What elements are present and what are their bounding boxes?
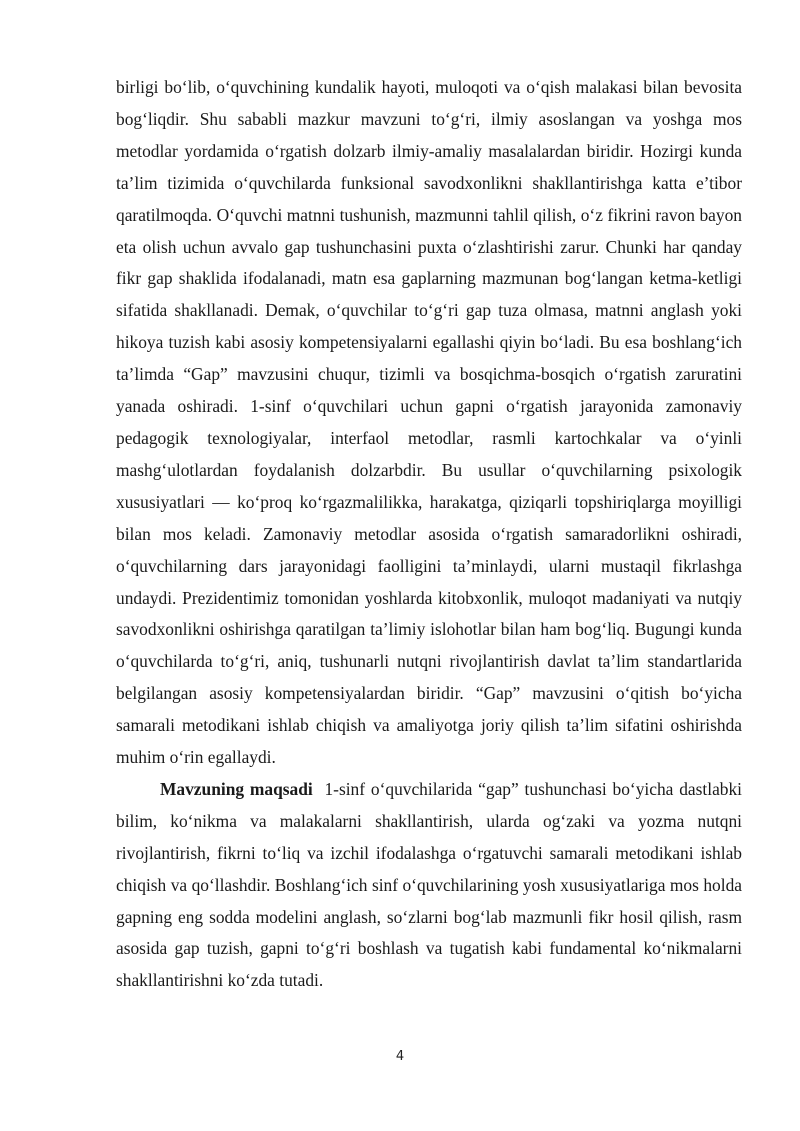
section-heading: Mavzuning maqsadi — [160, 778, 313, 799]
paragraph-2-body: 1-sinf o‘quvchilarida “gap” tushunchasi bo‘yicha dastlabki bilim, ko‘nikma va malakalarni shakllantirish, ularda og‘zaki va yozma nutqni rivojlantirish, fikrni to‘liq va izchil ifodalashga o‘rgatuvchi samarali metodikani ishlab chiqish va qo‘llashdir. Boshlang‘ich sinf o‘quvchilarining yosh xususiyatlariga mos holda gapning eng sodda modelini anglash, so‘zlarni bog‘lab mazmunli fikr hosil qilish, rasm asosida gap tuzish, gapni to‘g‘ri boshlash va tugatish kabi fundamental ko‘nikmalarni shakllantirishni ko‘zda tutadi. — [116, 778, 747, 991]
paragraph-1: birligi bo‘lib, o‘quvchining kundalik hayoti, muloqoti va o‘qish malakasi bilan bevosita bog‘liqdir. Shu sababli mazkur mavzuni to‘g‘ri, ilmiy asoslangan va yoshga mos metodlar yordamida o‘rgatish dolzarb ilmiy-amaliy masalalardan biridir. Hozirgi kunda ta’lim tizimida o‘quvchilarda funksional savodxonlikni shakllantirishga katta e’tibor qaratilmoqda. O‘quvchi matnni tushunish, mazmunni tahlil qilish, o‘z fikrini ravon bayon eta olish uchun avvalo gap tushunchasini puxta o‘zlashtirishi zarur. Chunki har qanday fikr gap shaklida ifodalanadi, matn esa gaplarning mazmunan bog‘langan ketma-ketligi sifatida shakllanadi. Demak, o‘quvchilar to‘g‘ri gap tuza olmasa, matnni anglash yoki hikoya tuzish kabi asosiy kompetensiyalarni egallashi qiyin bo‘ladi. Bu esa boshlang‘ich ta’limda “Gap” mavzusini chuqur, tizimli va bosqichma-bosqich o‘rgatish zaruratini yanada oshiradi. 1-sinf o‘quvchilari uchun gapni o‘rgatish jarayonida zamonaviy pedagogik texnologiyalar, interfaol metodlar, rasmli kartochkalar va o‘yinli mashg‘ulotlardan foydalanish dolzarbdir. Bu usullar o‘quvchilarning psixologik xususiyatlari — ko‘proq ko‘rgazmalilikka, harakatga, qiziqarli topshiriqlarga moyilligi bilan mos keladi. Zamonaviy metodlar asosida o‘rgatish samaradorlikni oshiradi, o‘quvchilarning dars jarayonidagi faolligini ta’minlaydi, ularni mustaqil fikrlashga undaydi. Prezidentimiz tomonidan yoshlarda kitobxonlik, muloqot madaniyati va nutqiy savodxonlikni oshirishga qaratilgan ta’limiy islohotlar bilan ham bog‘liq. Bugungi kunda o‘quvchilarda to‘g‘ri, aniq, tushunarli nutqni rivojlantirish davlat ta’lim standartlarida belgilangan asosiy kompetensiyalardan biridir. “Gap” mavzusini o‘qitish bo‘yicha samarali metodikani ishlab chiqish va amaliyotga joriy qilish ta’lim sifatini oshirishda muhim o‘rin egallaydi. — [116, 77, 742, 768]
paragraph-2 — [116, 774, 747, 997]
body-text — [116, 72, 747, 997]
page-number: 4 — [395, 1049, 405, 1064]
